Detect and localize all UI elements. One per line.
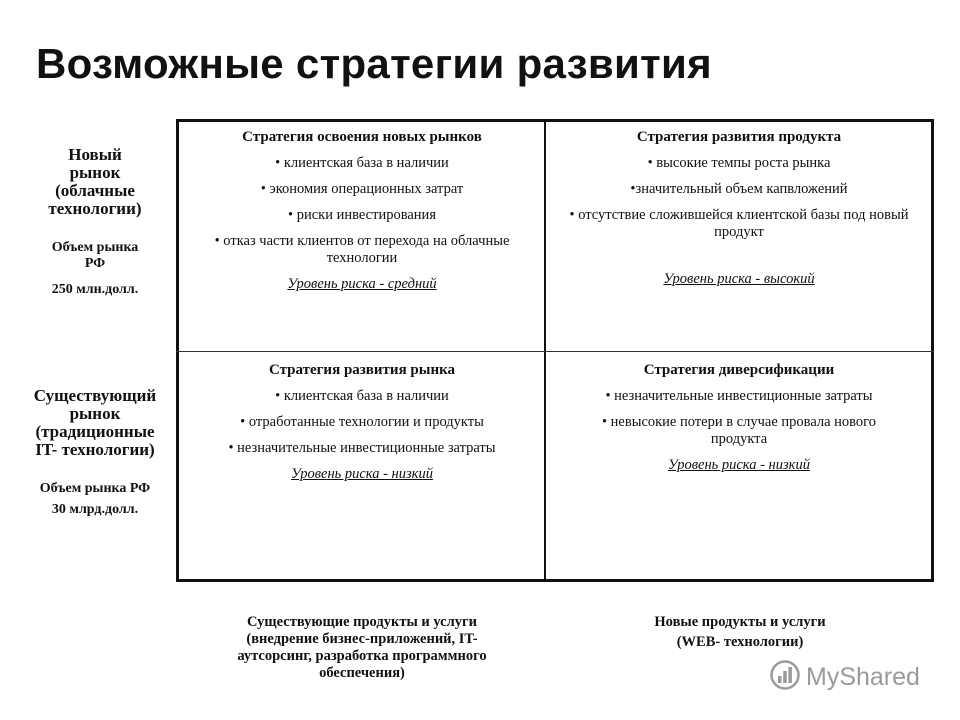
cell-diversification-strategy [550,362,928,474]
cell-title: Стратегия освоения новых рынков [242,129,482,145]
row-label-line: (облачные [55,181,135,200]
row-label-existing-market [20,387,170,518]
row-label-new-market [20,146,170,298]
row-label-line: Существующий [33,386,157,405]
cell-bullet: • экономия операционных затрат [260,181,464,197]
watermark-text: MyShared [806,663,920,691]
cell-bullet: • отсутствие сложившейся клиентской базы под новый продукт [569,207,909,240]
cell-product-development-strategy [550,129,928,288]
row-label-line: (традиционные [35,422,155,441]
market-volume-label: Объем рынка [51,240,139,255]
market-volume-label: Объем рынка РФ [39,481,151,496]
cell-title: Стратегия развития продукта [636,129,842,145]
cell-market-development-strategy [184,362,540,483]
cell-bullet: • клиентская база в наличии [275,155,449,171]
market-volume-value: 30 млрд.долл. [51,502,139,517]
row-label-line: рынок [69,404,121,423]
market-volume-label: РФ [84,256,106,271]
risk-level: Уровень риска - высокий [663,271,815,287]
column-label-new-products [570,614,910,651]
cell-bullet: • незначительные инвестиционные затраты [605,388,873,404]
cell-title: Стратегия диверсификации [643,362,835,378]
cell-bullet: • незначительные инвестиционные затраты [228,440,496,456]
cell-bullet: • отказ части клиентов от перехода на облачные технологии [214,233,510,266]
row-label-line: технологии) [48,199,142,218]
column-label-line: (WEB- технологии) [676,634,804,650]
column-label-line: аутсорсинг, разработка программного [237,648,487,664]
watermark [770,660,920,695]
column-label-line: обеспечения) [319,665,405,681]
risk-level: Уровень риска - средний [287,276,437,292]
cell-bullet: • невысокие потери в случае провала нового продукта [601,414,877,447]
cell-bullet: • высокие темпы роста рынка [647,155,831,171]
cell-title: Стратегия развития рынка [268,362,456,378]
cell-new-markets-strategy [184,129,540,293]
column-label-existing-products [192,614,532,682]
matrix-horizontal-divider [176,351,934,352]
column-label-line: Новые продукты и услуги [654,614,826,630]
cell-bullet: • отработанные технологии и продукты [240,414,484,430]
risk-level: Уровень риска - низкий [668,457,810,473]
cell-bullet: •значительный объем капвложений [630,181,848,197]
row-label-line: рынок [69,163,121,182]
cell-bullet: • клиентская база в наличии [275,388,449,404]
column-label-line: Существующие продукты и услуги [247,614,477,630]
cell-bullet: • риски инвестирования [288,207,436,223]
column-label-line: (внедрение бизнес-приложений, IT- [246,631,478,647]
row-label-line: Новый [68,145,122,164]
row-label-line: IT- технологии) [35,440,155,459]
myshared-logo-icon [770,660,800,695]
risk-level: Уровень риска - низкий [291,466,433,482]
page-title: Возможные стратегии развития [36,40,712,87]
market-volume-value: 250 млн.долл. [51,282,139,297]
